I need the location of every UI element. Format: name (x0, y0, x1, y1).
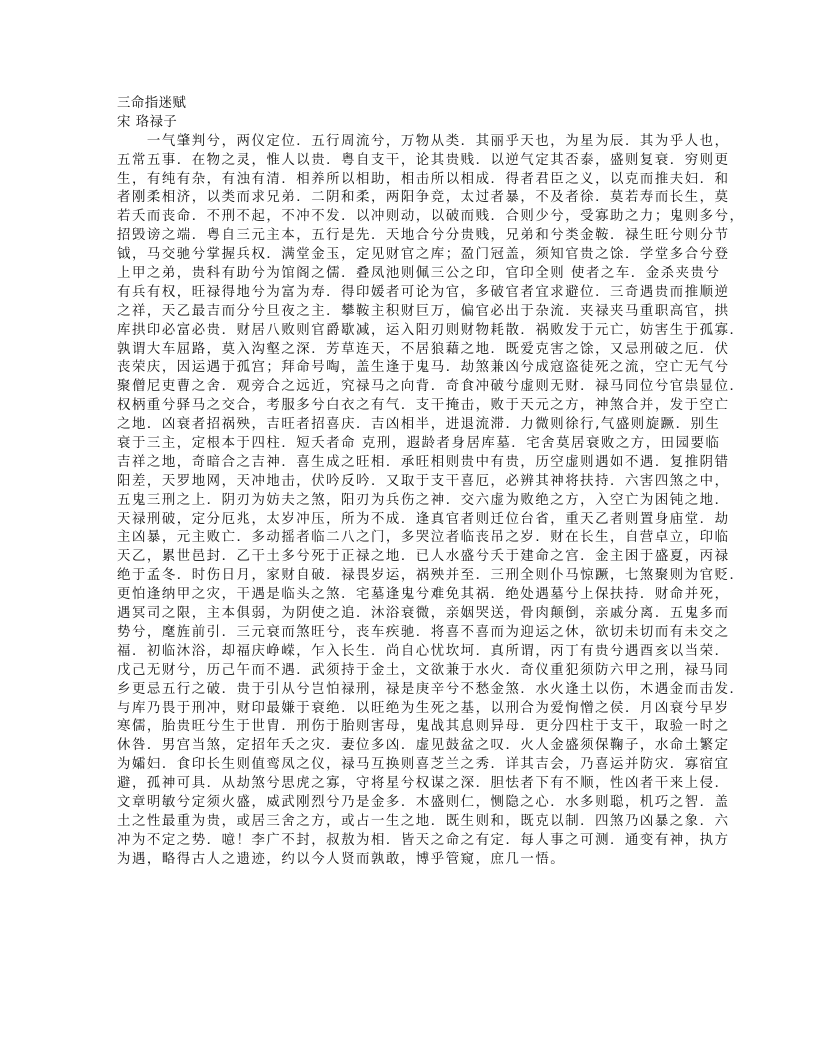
body-text-line: 主凶暴，元主败亡．多动摇者临二八之门，多哭泣者临丧吊之岁．财在长生，自营卓立，印临 (117, 530, 730, 546)
body-text-line: 寒儒，胎贵旺兮生于世胄．刑伤于胎则害母，鬼战其息则异母．更分四柱于支干，取验一时之 (117, 719, 730, 735)
body-text-line: 遇冥司之限，主本俱弱，为阴使之追．沐浴衰微，亲姻哭送，骨肉颠倒，亲戚分离．五鬼多而 (117, 606, 730, 622)
body-text-line: 为遇，略得古人之遗迹，约以今人贤而孰敢，博乎管窥，庶几一悟。 (117, 851, 566, 867)
body-text-line: 孰谓大车屈路，莫入沟壑之深．芳草连天，不居狼藉之地．既爱克害之馀，又忌刑破之厄．伏 (117, 341, 730, 357)
body-text-line: 五常五事．在物之灵，惟人以贵．粤自支干，论其贵贱．以逆气定其否泰，盛则复衰．穷则更 (117, 152, 730, 168)
body-text-line: 更怕逢纳甲之灾，干遇是临头之煞．宅墓逢鬼兮难免其祸．绝处遇墓兮上保扶持．财命并死， (117, 587, 730, 603)
body-text-line: 天乙，累世邑封．乙干土多兮死于正禄之地．已人水盛兮夭于建命之宫．金主困于盛夏，丙禄 (117, 549, 730, 565)
body-text-line: 上甲之弟，贵科有助兮为馆阁之儒．叠凤池则佩三公之印，官印全则 使者之车．金杀夹贵兮 (117, 266, 721, 282)
body-text-line: 势兮，麾旌前引．三元衰而煞旺兮，丧车疾驰．将喜不喜而为迎运之休，欲切未切而有未交之 (117, 624, 730, 640)
body-text-line: 乡更忌五行之破．贵于引从兮岂怕禄刑，禄是庚辛兮不愁金煞．水火逢土以伤，木遇金而击发． (117, 681, 745, 697)
body-text-line: 阳差，天罗地网，天冲地击，伏吟反吟．又取于支干喜厄，必辨其神将扶持．六害四煞之中， (117, 473, 730, 489)
body-text-line: 避，孤神可具．从劫煞兮思虎之寡，守将星兮权谋之深．胆怯者下有不顺，性凶者干来上侵． (117, 776, 730, 792)
document-page (117, 95, 745, 870)
body-text-line: 绝于孟冬．时伤日月，家财自破．禄畏岁运，祸殃并至．三刑全则仆马惊蹶，七煞聚则为官贬． (117, 568, 745, 584)
body-text-line: 聚僧尼吏曹之舍．观旁合之远近，究禄马之向背．奇食冲破兮虚则无财．禄马同位兮官祟显位． (117, 379, 745, 395)
document-author: 宋 珞禄子 (117, 114, 178, 130)
body-text-line: 一气肇判兮，两仪定位．五行周流兮，万物从类．其丽乎天也，为星为辰．其为乎人也， (117, 133, 730, 149)
body-text-line: 有兵有权，旺禄得地兮为富为寿．得印媛者可论为官，多破官者宜求避位．三奇遇贵而推顺逆 (117, 284, 730, 300)
body-text-line: 若夭而丧命．不刑不起，不冲不发．以冲则动，以破而贱．合则少兮，受寡助之力；鬼则多兮， (117, 209, 745, 225)
document-title: 三命指迷赋 (117, 96, 187, 111)
body-text-line: 福．初临沐浴，却福庆峥嵘，乍入长生．尚自心忧坎坷．真所谓，丙丁有贵兮遇酉亥以当荣． (117, 643, 730, 659)
body-text-line: 文章明敏兮定须火盛，威武刚烈兮乃是金多．木盛则仁，恻隐之心．水多则聪，机巧之智．盖 (117, 794, 730, 810)
body-text-line: 天禄刑破，定分厄兆，太岁冲压，所为不成．逢真官者则迁位台省，重天乙者则置身庙堂．劫 (117, 511, 730, 527)
body-text-line: 库拱印必富必贵．财居八败则官爵歇减，运入阳刃则财物耗散．祸败发于元亡，妨害生于孤寡． (117, 322, 745, 338)
body-text-line: 之祥，天乙最吉而分兮旦夜之主．攀鞍主积财巨万，偏官必出于杂流．夹禄夹马重职高官，拱 (117, 303, 730, 319)
body-text-line: 冲为不定之势．噫！李广不封，叔敖为相．皆天之命之有定．每人事之可测．通变有神，执方 (117, 832, 730, 848)
body-text-line: 吉祥之地，奇暗合之吉神．喜生成之旺相．承旺相则贵中有贵，历空虚则遇如不遇．复推阴错 (117, 454, 730, 470)
body-text-line: 钺，马交驰兮掌握兵权．满堂金玉，定见财官之库；盈门冠盖，须知官贵之馀．学堂多合兮登 (117, 247, 730, 263)
body-text-line: 休咎．男宫当煞，定招年夭之灾．妻位多凶．虚见鼓盆之叹．火人金盛须保鞠子，水命土繁定 (117, 738, 730, 754)
body-text-line: 五鬼三刑之上．阴刃为妨夫之煞，阳刃为兵伤之神．交六虚为败绝之方，入空亡为困钝之地． (117, 492, 730, 508)
body-text-line: 权柄重兮驿马之交合，考服多兮白衣之有气．支干掩击，败于天元之方，神煞合并，发于空亡 (117, 398, 730, 414)
body-text-line: 之地．凶衰者招祸殃，吉旺者招喜庆．吉凶相半，进退流滞．力微则徐行,气盛则旋蹶．别生 (117, 417, 721, 433)
body-text-line: 戊己无财兮，历己午而不遇．武须持于金土，文欲兼于水火．奇仪重犯须防六甲之刑，禄马同 (117, 662, 730, 678)
body-text-line: 丧荣庆，因运遇于孤宫；拜命号啕，盖生逢于鬼马．劫煞兼凶兮成寇盗徒死之流，空亡无气兮 (117, 360, 730, 376)
body-text-line: 衰于三主，定根本于四柱．短夭者命 克刑，遐龄者身居库墓．宅舍莫居衰败之方，田园要临 (117, 436, 721, 452)
document-body (117, 133, 745, 870)
body-text-line: 土之性最重为贵，或居三舍之方，或占一生之地．既生则和，既克以制．四煞乃凶暴之象．六 (117, 813, 730, 829)
body-text-line: 为孀妇．食印长生则值鸾凤之仪，禄马互换则喜芝兰之秀．详其吉会，乃喜运并防灾．寡宿宜 (117, 757, 730, 773)
body-text-line: 招毁谤之端．粤自三元主本，五行是先．天地合兮分贵贱，兄弟和兮类金鞍．禄生旺兮则分节 (117, 228, 730, 244)
body-text-line: 生，有纯有杂，有浊有清．相养所以相助，相击所以相成．得者君臣之义，以克而推夫妇．和 (117, 171, 730, 187)
body-text-line: 与库乃畏于刑冲，财印最嫌于衰绝．以旺绝为生死之基，以刑合为爱恂憎之侯．月凶衰兮早岁 (117, 700, 730, 716)
body-text-line: 者刚柔相济，以类而求兄弟．二阴和柔，两阳争竞，太过者暴，不及者徐．莫若寿而长生，莫 (117, 190, 730, 206)
